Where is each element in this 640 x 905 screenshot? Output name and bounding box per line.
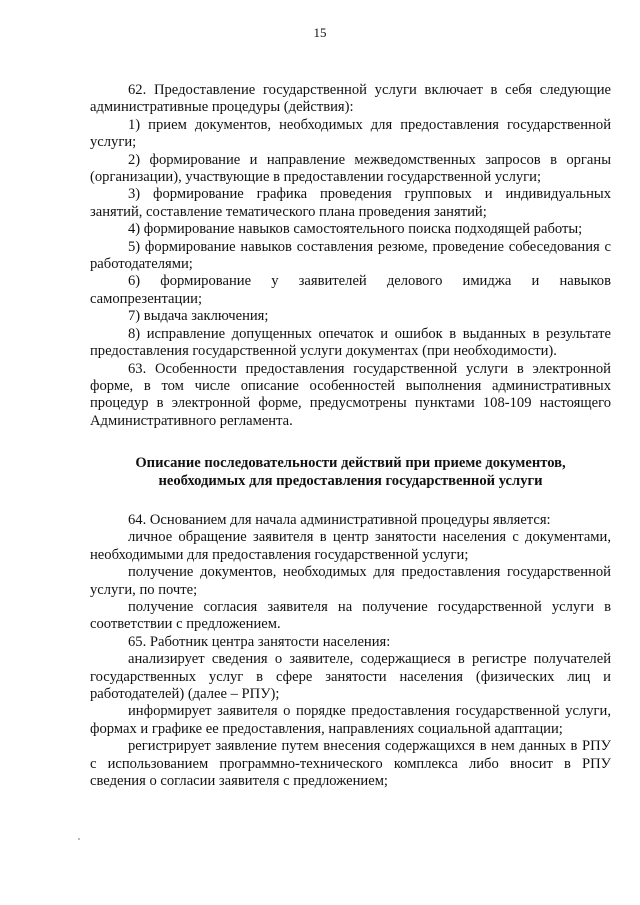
list-item-5: 5) формирование навыков составления резюме, проведение собеседования с работодателями; [90, 238, 611, 273]
list-item-1: 1) прием документов, необходимых для предоставления государственной услуги; [90, 116, 611, 151]
list-item-2: 2) формирование и направление межведомственных запросов в органы (организации), участвующие в предоставлении государственной услуги; [90, 151, 611, 186]
section-heading-line-2: необходимых для предоставления государственной услуги [158, 472, 543, 489]
list-item-3: 3) формирование графика проведения групповых и индивидуальных занятий, составление тематического плана проведения занятий; [90, 186, 611, 220]
document-body [90, 82, 611, 790]
paragraph-65-item-3: регистрирует заявление путем внесения содержащихся в нем данных в РПУ с использованием программно-технического комплекса либо вносит в РПУ сведения о согласии заявителя с предложением; [90, 738, 611, 790]
paragraph-64: 64. Основанием для начала административной процедуры является: [128, 511, 551, 528]
list-item-6: 6) формирование у заявителей делового имиджа и навыков самопрезентации; [90, 273, 611, 307]
paragraph-65-item-2: информирует заявителя о порядке предоставления государственной услуги, формах и графике ее предоставления, направлениях социальной адаптации; [90, 703, 611, 737]
paragraph-64-item-2: получение документов, необходимых для предоставления государственной услуги, по почте; [90, 564, 611, 598]
list-item-7: 7) выдача заключения; [128, 308, 269, 325]
paragraph-65: 65. Работник центра занятости населения: [128, 633, 391, 650]
paragraph-65-item-1: анализирует сведения о заявителе, содержащиеся в регистре получателей государственных услуг в сфере занятости населения (физических лиц и работодателей) (далее – РПУ); [90, 651, 611, 702]
page-number: 15 [313, 25, 327, 40]
paragraph-63: 63. Особенности предоставления государственной услуги в электронной форме, в том числе описание особенностей выполнения административных процедур в электронной форме, предусмотрены пунктами 108-109 настоящего Административного регламента. [90, 360, 611, 429]
list-item-4: 4) формирование навыков самостоятельного поиска подходящей работы; [128, 221, 583, 238]
section-heading [90, 455, 611, 490]
section-heading-line-1: Описание последовательности действий при приеме документов, [135, 455, 566, 472]
paragraph-64-item-1: личное обращение заявителя в центр занятости населения с документами, необходимыми для предоставления государственной услуги; [90, 529, 611, 563]
paragraph-64-item-3: получение согласия заявителя на получение государственной услуги в соответствии с предложением. [90, 598, 611, 633]
paragraph-62: 62. Предоставление государственной услуги включает в себя следующие административные процедуры (действия): [90, 82, 611, 116]
list-item-8: 8) исправление допущенных опечаток и ошибок в выданных в результате предоставления государственной услуги документах (при необходимости). [90, 325, 611, 360]
scan-speck [78, 838, 80, 840]
